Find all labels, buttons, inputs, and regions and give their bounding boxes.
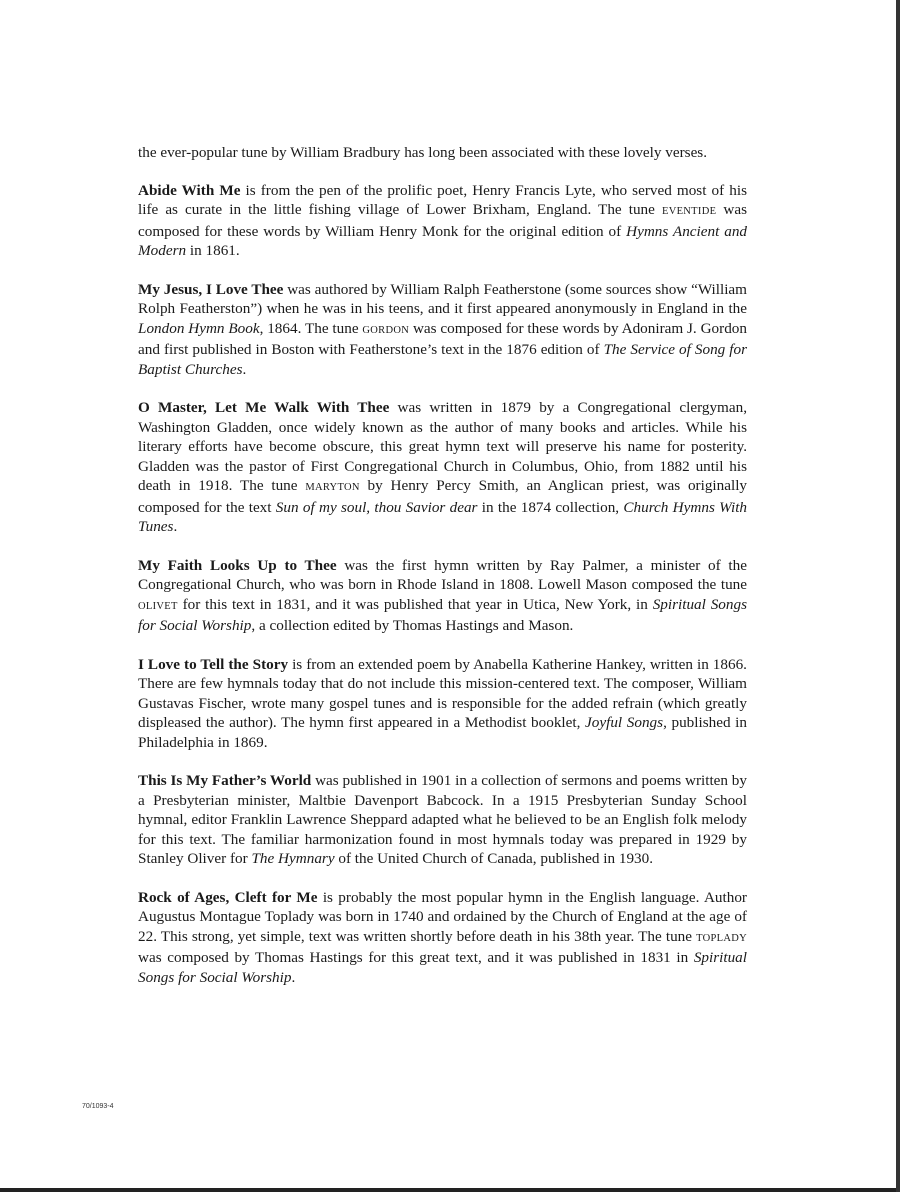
text-run: was published in 1901 in a collection of sermons and poems written by a Presbyterian minister, Maltbie Davenport Babcock. In a 1915 Presbyterian Sunday School hymnal, editor Franklin Lawrence Sheppard adapted what he believed to be an English folk melody for this text. The familiar harmonization found in most hymnals today was prepared in 1929 by Stanley Oliver for [138,772,747,867]
paragraph [138,143,747,163]
text-run: was authored by William Ralph Featherstone (some sources show “William Rolph Featherston”) when he was in his teens, and it first appeared anonymously in England in the [138,280,747,317]
text-run: the ever-popular tune by William Bradbury has long been associated with these lovely verses. [138,144,708,161]
tune-name: GORDON [362,324,410,336]
publication-title: The Service of Song for Baptist Churches [138,341,747,378]
text-run: . [173,518,178,535]
text-run: is from the pen of the prolific poet, Henry Francis Lyte, who served most of his life as curate in the little fishing village of Lower Brixham, England. The tune [138,181,747,218]
paragraph [138,398,747,537]
paragraph [138,888,747,988]
text-run: , published in Philadelphia in 1869. [138,714,747,751]
text-run: , 1864. The tune [259,319,363,337]
publication-title: London Hymn Book [138,319,260,337]
text-run: was composed for these words by William Henry Monk for the original edition of [138,201,747,240]
paragraph [138,556,747,636]
body-text [138,143,747,1006]
text-run: . [242,360,247,378]
tune-name: OLIVET [138,600,178,612]
text-run: is probably the most popular hymn in the English language. Author Augustus Montague Toplady was born in 1740 and ordained by the Church of England at the age of 22. This strong, yet simple, text was written shortly before death in his 38th year. The tune [138,888,747,945]
tune-name: MARYTON [305,482,360,493]
hymn-title: This Is My Father’s World [138,772,312,789]
scan-edge-right [896,0,900,1192]
text-run: in 1861. [186,242,240,259]
catalog-number: 70/1093-4 [82,1103,114,1110]
paragraph [138,771,747,869]
publication-title: Church Hymns With Tunes [138,498,748,535]
text-run: in the 1874 collection, [477,498,624,516]
paragraph [138,181,747,261]
text-run: was composed by Thomas Hastings for this great text, and it was published in 1831 in [138,949,694,966]
hymn-title: My Jesus, I Love Thee [138,280,284,298]
paragraph [138,280,747,380]
hymn-title: Abide With Me [138,181,241,199]
scan-edge-bottom [0,1188,900,1192]
tune-name: TOPLADY [696,932,747,944]
text-run: by Henry Percy Smith, an Anglican priest, was originally composed for the text [138,477,748,516]
tune-name: EVENTIDE [661,206,717,217]
publication-title: Hymns Ancient and Modern [138,222,748,259]
text-run: was the first hymn written by Ray Palmer, a minister of the Congregational Church, who was born in Rhode Island in 1808. Lowell Mason composed the tune [138,556,747,593]
text-run: , a collection edited by Thomas Hastings and Mason. [251,617,574,634]
hymn-title: O Master, Let Me Walk With Thee [138,399,390,416]
hymn-title: My Faith Looks Up to Thee [138,556,337,574]
text-run: is from an extended poem by Anabella Katherine Hankey, written in 1866. There are few hymnals today that do not include this mission-centered text. The composer, William Gustavas Fischer, wrote many gospel tunes and is responsible for the added refrain (which greatly displeased the author). The hymn first appeared in a Methodist booklet, [138,655,747,731]
text-run: for this text in 1831, and it was published that year in Utica, New York, in [177,595,653,613]
text-run: was written in 1879 by a Congregational clergyman, Washington Gladden, once widely known as the author of many books and articles. While his literary efforts have become obscure, this great hymn text will preserve his name for posterity. Gladden was the pastor of First Congregational Church in Columbus, Ohio, from 1882 until his death in 1918. The tune [138,399,747,494]
publication-title: Sun of my soul, thou Savior dear [275,498,478,516]
publication-title: Spiritual Songs for Social Worship [138,949,747,986]
hymn-title: I Love to Tell the Story [138,655,289,673]
text-run: was composed for these words by Adoniram J. Gordon and first published in Boston with Featherstone’s text in the 1876 edition of [138,319,747,358]
publication-title: Joyful Songs [585,714,664,731]
text-run: of the United Church of Canada, published in 1930. [334,850,654,867]
hymn-title: Rock of Ages, Cleft for Me [138,888,318,906]
publication-title: Spiritual Songs for Social Worship [138,595,748,634]
text-run: . [291,968,296,986]
publication-title: The Hymnary [251,850,335,867]
paragraph [138,655,747,753]
